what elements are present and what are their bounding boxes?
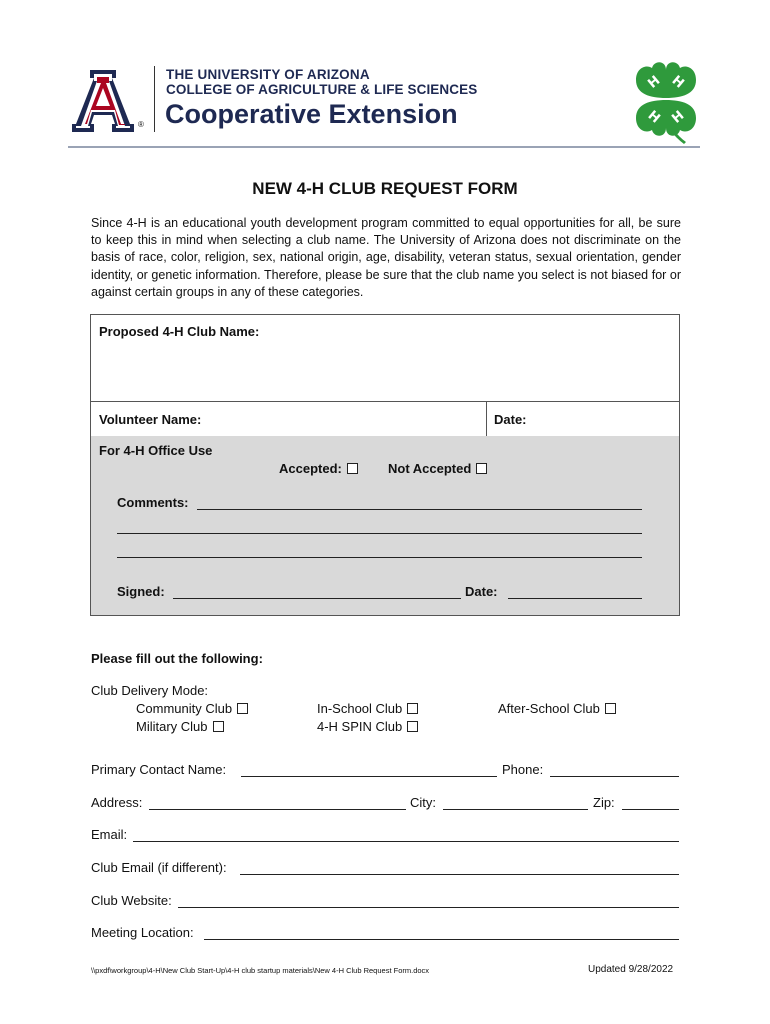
military-club-label: Military Club xyxy=(136,719,208,734)
accepted-option xyxy=(279,461,358,476)
city-label: City: xyxy=(410,795,436,810)
phone-field[interactable] xyxy=(550,776,679,777)
volunteer-name-field[interactable] xyxy=(91,401,486,436)
intro-paragraph: Since 4-H is an educational youth development program committed to equal opportunities for all, be sure to keep this in mind when selecting a club name. The University of Arizona does not discriminate on the basis of race, color, religion, sex, national origin, age, disability, veteran status, sexual orientation, gender identity, or genetic information. Therefore, please be sure that the club name you select is not biased for or against certain groups in any of these categories. xyxy=(91,216,681,299)
4h-clover-logo xyxy=(628,58,704,144)
address-field[interactable] xyxy=(149,809,406,810)
university-name: THE UNIVERSITY OF ARIZONA xyxy=(166,67,370,82)
club-website-label: Club Website: xyxy=(91,893,172,908)
primary-contact-label: Primary Contact Name: xyxy=(91,762,227,777)
primary-contact-field[interactable] xyxy=(241,776,497,777)
meeting-location-field[interactable] xyxy=(204,939,679,940)
community-club-label: Community Club xyxy=(136,701,233,716)
header-rule xyxy=(68,146,700,148)
community-club-checkbox[interactable] xyxy=(237,703,248,714)
email-label: Email: xyxy=(91,827,128,842)
signed-label: Signed: xyxy=(117,584,165,599)
trademark-symbol: ® xyxy=(138,120,144,129)
not-accepted-option xyxy=(388,461,487,476)
address-label: Address: xyxy=(91,795,143,810)
header-divider xyxy=(154,66,155,132)
club-email-field[interactable] xyxy=(240,874,679,875)
updated-date: Updated 9/28/2022 xyxy=(588,964,674,975)
file-path: \\pxdf\workgroup\4-H\New Club Start-Up\4-H club startup materials\New 4-H Club Request Form.docx xyxy=(91,966,430,975)
volunteer-name-label: Volunteer Name: xyxy=(99,412,202,427)
military-club-option xyxy=(136,719,224,734)
after-school-club-label: After-School Club xyxy=(498,701,600,716)
form-title: NEW 4-H CLUB REQUEST FORM xyxy=(252,179,518,198)
meeting-location-label: Meeting Location: xyxy=(91,925,194,940)
date-label: Date: xyxy=(494,412,527,427)
accepted-checkbox[interactable] xyxy=(347,463,358,474)
college-name: COLLEGE OF AGRICULTURE & LIFE SCIENCES xyxy=(166,82,478,97)
in-school-club-option xyxy=(317,701,418,716)
signed-date-label: Date: xyxy=(465,584,498,599)
military-club-checkbox[interactable] xyxy=(213,721,224,732)
not-accepted-checkbox[interactable] xyxy=(476,463,487,474)
club-name-field[interactable] xyxy=(91,315,679,402)
in-school-club-label: In-School Club xyxy=(317,701,403,716)
instructions-heading: Please fill out the following: xyxy=(91,651,263,666)
signature-line[interactable] xyxy=(173,598,461,599)
office-use-label: For 4-H Office Use xyxy=(99,443,213,458)
zip-field[interactable] xyxy=(622,809,679,810)
spin-club-option xyxy=(317,719,418,734)
zip-label: Zip: xyxy=(593,795,615,810)
signed-date-line[interactable] xyxy=(508,598,642,599)
delivery-mode-label: Club Delivery Mode: xyxy=(91,683,209,698)
university-of-arizona-logo xyxy=(70,68,136,134)
after-school-club-checkbox[interactable] xyxy=(605,703,616,714)
comments-line[interactable] xyxy=(117,557,642,558)
volunteer-row xyxy=(91,401,679,437)
spin-club-checkbox[interactable] xyxy=(407,721,418,732)
in-school-club-checkbox[interactable] xyxy=(407,703,418,714)
date-field[interactable] xyxy=(487,401,679,436)
comments-line[interactable] xyxy=(117,533,642,534)
after-school-club-option xyxy=(498,701,616,716)
phone-label: Phone: xyxy=(502,762,544,777)
clover-letter: H xyxy=(669,108,688,127)
department-name: Cooperative Extension xyxy=(165,99,458,129)
clover-letter: H xyxy=(668,73,687,92)
email-field[interactable] xyxy=(133,841,679,842)
community-club-option xyxy=(136,701,248,716)
clover-letter: H xyxy=(644,108,663,127)
club-website-field[interactable] xyxy=(178,907,679,908)
club-email-label: Club Email (if different): xyxy=(91,860,227,875)
comments-label: Comments: xyxy=(117,495,189,510)
club-name-label: Proposed 4-H Club Name: xyxy=(99,324,260,339)
comments-line[interactable] xyxy=(197,509,642,510)
spin-club-label: 4-H SPIN Club xyxy=(317,719,403,734)
club-request-box xyxy=(90,314,680,616)
office-use-section xyxy=(91,436,679,615)
clover-letter: H xyxy=(645,73,664,92)
accepted-label: Accepted: xyxy=(279,461,342,476)
city-field[interactable] xyxy=(443,809,588,810)
not-accepted-label: Not Accepted xyxy=(388,461,472,476)
